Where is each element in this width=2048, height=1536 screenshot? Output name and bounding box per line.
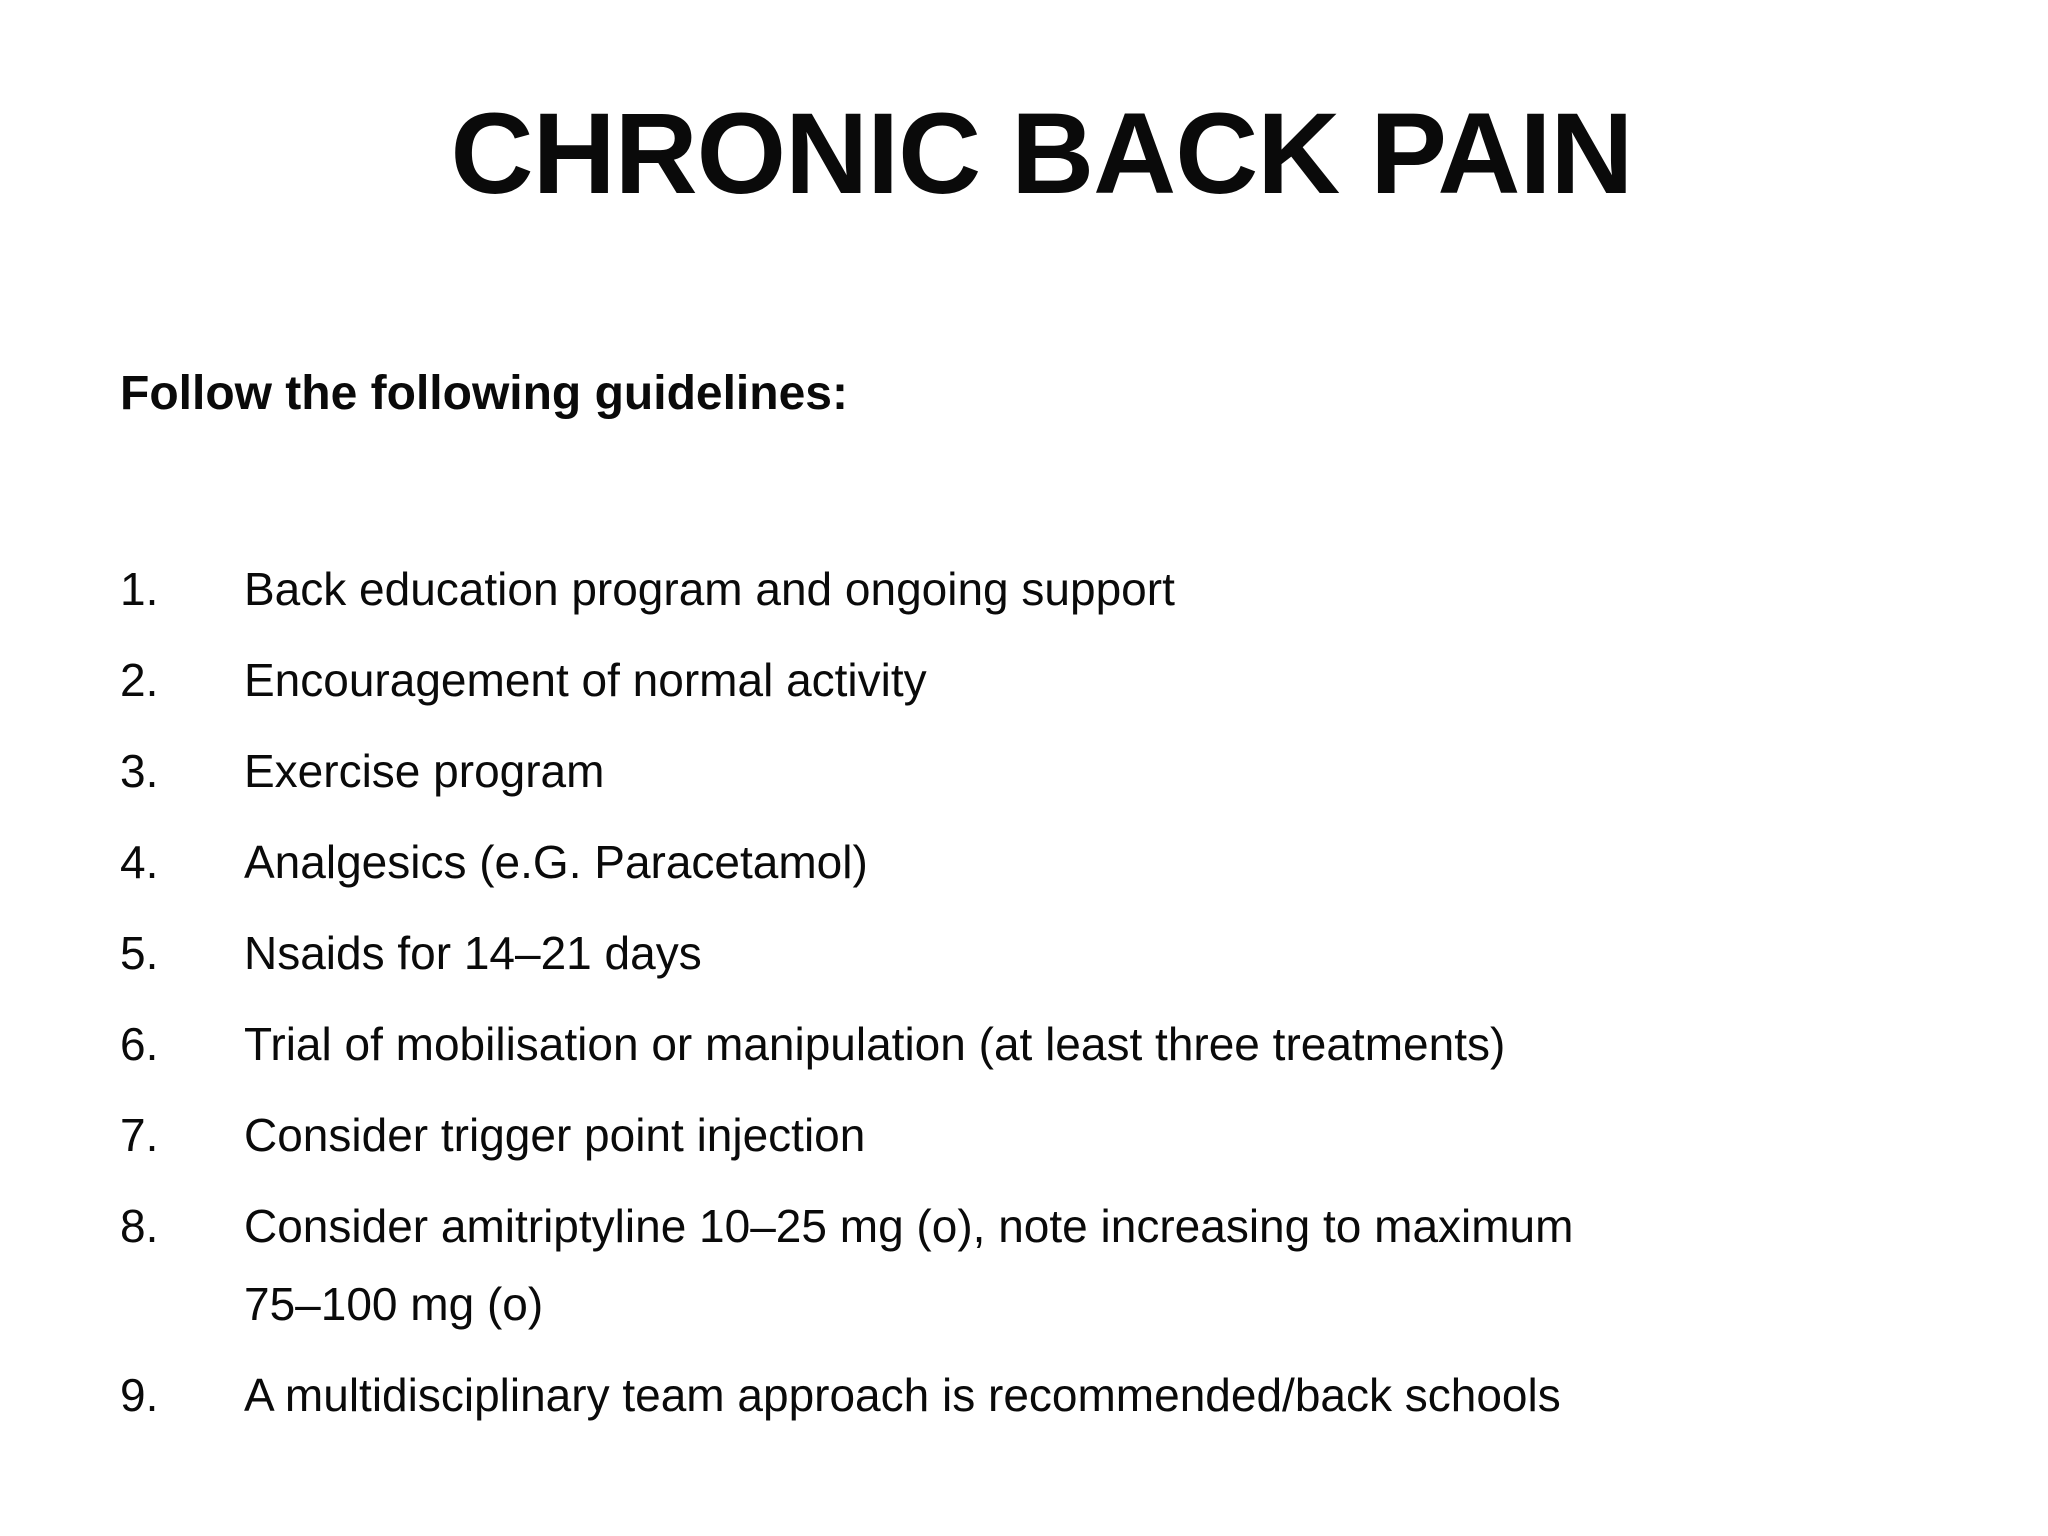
list-item-text: [244, 550, 1963, 628]
list-item-number: 3.: [120, 745, 159, 798]
list-item-line: Trial of mobilisation or manipulation (at least three treatments): [244, 1018, 1506, 1071]
list-item-number: 8.: [120, 1200, 159, 1253]
list-item-line: A multidisciplinary team approach is recommended/back schools: [244, 1369, 1561, 1422]
list-item-number: 1.: [120, 563, 159, 616]
list-item: [120, 1096, 1963, 1174]
list-item: [120, 1005, 1963, 1083]
list-item-line: Consider trigger point injection: [244, 1109, 866, 1162]
list-item-text: [244, 641, 1963, 719]
list-item-line: Back education program and ongoing support: [244, 563, 1175, 616]
slide-subtitle: Follow the following guidelines:: [120, 367, 848, 421]
list-item-number: 2.: [120, 654, 159, 707]
list-item-number: 4.: [120, 836, 159, 889]
list-item-number: 6.: [120, 1018, 159, 1071]
list-item: [120, 1187, 1963, 1343]
list-item-line: Consider amitriptyline 10–25 mg (o), note increasing to maximum: [244, 1200, 1574, 1253]
list-item: [120, 823, 1963, 901]
list-item-line: Encouragement of normal activity: [244, 654, 927, 707]
guidelines-list: [120, 550, 1963, 1434]
list-item-number: 5.: [120, 927, 159, 980]
list-item: [120, 914, 1963, 992]
list-item-text: [244, 1356, 1963, 1434]
list-item: [120, 641, 1963, 719]
list-item-line: Exercise program: [244, 745, 605, 798]
list-item-text: [244, 914, 1963, 992]
list-item: [120, 1356, 1963, 1434]
list-item-text: [244, 1005, 1963, 1083]
list-item-line: Nsaids for 14–21 days: [244, 927, 702, 980]
list-item-text: [244, 732, 1963, 810]
list-item-line: Analgesics (e.G. Paracetamol): [244, 836, 868, 889]
list-item-text: [244, 1096, 1963, 1174]
list-item-number: 7.: [120, 1109, 159, 1162]
list-item: [120, 732, 1963, 810]
list-item-line: 75–100 mg (o): [244, 1278, 544, 1331]
list-item-text: [244, 1187, 1963, 1343]
list-item-text: [244, 823, 1963, 901]
list-item-number: 9.: [120, 1369, 159, 1422]
slide-title: CHRONIC BACK PAIN: [450, 90, 1633, 218]
list-item: [120, 550, 1963, 628]
